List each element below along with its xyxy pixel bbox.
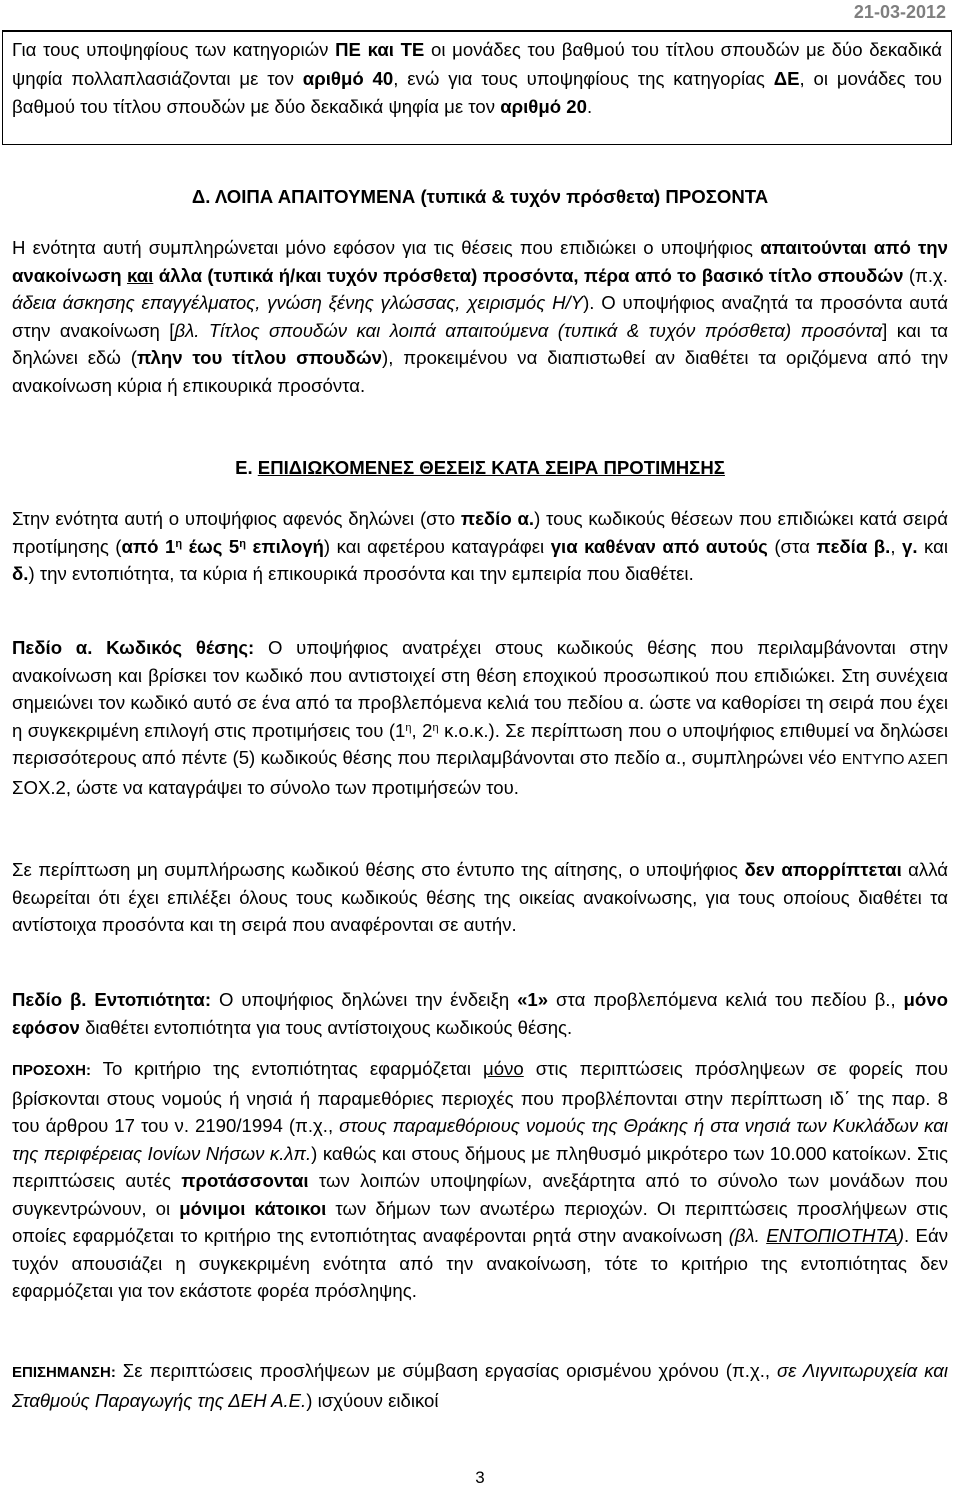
text: ), προκειμένου να διαπιστωθεί αν διαθέτει τα οριζόμενα από την ανακοίνωση κύρια ή επικουρικά προσόντα. bbox=[12, 347, 949, 396]
bold-text: πεδίο α. bbox=[460, 508, 535, 529]
field-b-label: Πεδίο β. Εντοπιότητα: bbox=[12, 989, 212, 1010]
underlined-text: και bbox=[126, 264, 154, 286]
text: ) καθώς και στους δήμους με πληθυσμό μικρότερο των 10.000 κατοίκων. Στις περιπτώσεις αυτές bbox=[12, 1142, 949, 1191]
underlined-italic-text: ΕΝΤΟΠΙΟΤΗΤΑ bbox=[766, 1225, 898, 1246]
header-date: 21-03-2012 bbox=[853, 2, 946, 22]
bold-text: «1» bbox=[517, 989, 549, 1010]
grade-multiplier-box bbox=[2, 30, 952, 145]
bold-text: μόνιμοι κάτοικοι bbox=[179, 1197, 327, 1219]
italic-text: άδεια άσκησης επαγγέλματος, γνώση ξένης γλώσσας, χειρισμός Η/Υ bbox=[12, 292, 584, 313]
text: διαθέτει εντοπιότητα για τους αντίστοιχους κωδικούς θέσης. bbox=[79, 1016, 573, 1038]
text: , 2 bbox=[411, 719, 433, 741]
text: ) τους κωδικούς θέσεων που επιδιώκει κατά σειρά προτίμησης ( bbox=[12, 508, 948, 557]
section-e-heading bbox=[0, 457, 960, 479]
superscript: η bbox=[432, 721, 439, 734]
italic-text: ) bbox=[897, 1225, 905, 1246]
text: ). Ο υποψήφιος αναζητά τα προσόντα αυτά στην ανακοίνωση [ bbox=[12, 292, 948, 341]
heading-subtext: (τυπικά & τυχόν πρόσθετα) bbox=[420, 186, 661, 207]
text: Ο υποψήφιος ανατρέχει στους κωδικούς θέσης που περιλαμβάνονται στην ανακοίνωση και βρίσκει τον κωδικό που αντιστοιχεί στη θέση εποχικού προσωπικού που επιδιώκει. Στη συνέχεια σημειώνει τον κωδικό αυτό σε ένα από τα προβλεπόμενα κελιά του πεδίου α. ώστε να καθορίσει τη σειρά που έχει η συγκεκριμένη επιλογή στις προτιμήσεις του (1 bbox=[12, 637, 949, 741]
bold-text: επιλογή bbox=[246, 535, 324, 557]
text: ) ισχύουν ειδικοί bbox=[306, 1389, 439, 1411]
text: Η ενότητα αυτή συμπληρώνεται μόνο εφόσον για τις θέσεις που επιδιώκει ο υποψήφιος bbox=[12, 237, 761, 258]
field-a-paragraph bbox=[12, 634, 948, 801]
text: των δήμων των ανωτέρω περιοχών. Οι περιπτώσεις προσλήψεων στις οποίες εφαρμόζεται το κριτήριο της εντοπιότητας αναφέρονται ρητά στην ανακοίνωση bbox=[12, 1197, 948, 1246]
bold-text: πεδία β. bbox=[816, 535, 891, 557]
section-d-body bbox=[12, 234, 948, 399]
note-paragraph bbox=[12, 1357, 948, 1414]
text: ) και αφετέρου καταγράφει bbox=[323, 535, 551, 557]
text: στα προβλεπόμενα κελιά του πεδίου β., bbox=[548, 989, 904, 1010]
bold-text: πλην του τίτλου σπουδών bbox=[136, 347, 383, 368]
bold-text: ΠΕ και ΤΕ bbox=[335, 39, 425, 60]
text: , οι μονάδες του βαθμού του τίτλου σπουδών με δύο δεκαδικά ψηφία με τον bbox=[12, 67, 943, 117]
text: , ενώ για τους υποψηφίους της κατηγορίας bbox=[393, 67, 774, 89]
text: στις περιπτώσεις πρόσληψεων σε φορείς που βρίσκονται στους νομούς ή νησιά ή παραμεθόριες περιοχές που προβλέπονται στην περίπτωση ιδ΄ της παρ. 8 του άρθρου 17 του ν. 2190/1994 (π.χ., bbox=[12, 1058, 949, 1136]
section-d-heading bbox=[0, 186, 960, 208]
bold-text: έως 5 bbox=[182, 535, 240, 557]
bold-text: από 1 bbox=[121, 535, 176, 557]
heading-text: ΠΡΟΣΟΝΤΑ bbox=[660, 186, 769, 207]
text: . Εάν τυχόν απουσιάζει η συγκεκριμένη ενότητα από την ανακοίνωση, τότε το κριτήριο της εντοπιότητας δεν εφαρμόζεται για τον εκάστοτε φορέα πρόσληψης. bbox=[12, 1225, 948, 1301]
text: (π.χ. bbox=[903, 264, 948, 286]
bold-text: μόνο εφόσον bbox=[12, 989, 948, 1038]
italic-text: σε Λιγνιτωρυχεία και Σταθμούς Παραγωγής της ΔΕΗ Α.Ε. bbox=[12, 1360, 948, 1411]
heading-letter: Ε. bbox=[235, 457, 258, 478]
superscript: η bbox=[175, 537, 183, 550]
bold-text: απαιτούνται από την ανακοίνωση bbox=[12, 237, 948, 286]
text: Σε περιπτώσεις προσλήψεων με σύμβαση εργασίας ορισμένου χρόνου (π.χ., bbox=[115, 1360, 777, 1381]
italic-text: (βλ. bbox=[728, 1225, 767, 1246]
heading-letter: Δ. bbox=[191, 186, 211, 207]
text: ] και τα δηλώνει εδώ ( bbox=[12, 319, 948, 368]
text: Στην ενότητα αυτή ο υποψήφιος αφενός δηλώνει (στο bbox=[12, 508, 461, 529]
text: , bbox=[890, 535, 902, 557]
bold-text: δ. bbox=[12, 563, 29, 584]
bold-text: άλλα (τυπικά ή/και τυχόν πρόσθετα) προσόντα, πέρα από το βασικό τίτλο σπουδών bbox=[153, 264, 904, 286]
text: Το κριτήριο της εντοπιότητας εφαρμόζεται bbox=[91, 1058, 484, 1079]
text: ΣΟΧ.2, ώστε να καταγράψει το σύνολο των προτιμήσεών του. bbox=[12, 776, 519, 798]
field-b-paragraph bbox=[12, 986, 948, 1041]
attention-paragraph bbox=[12, 1055, 948, 1305]
bold-text: γ. bbox=[902, 535, 918, 557]
bold-text: για καθέναν από αυτούς bbox=[550, 535, 768, 557]
text: αλλά θεωρείται ότι έχει επιλέξει όλους τους κωδικούς θέσης της οικείας ανακοίνωσης, για τους οποίους διαθέτει τα αντίστοιχα προσόντα και τη σειρά που αναφέρονται σε αυτήν. bbox=[12, 859, 948, 935]
italic-text: στους παραμεθόριους νομούς της Θράκης ή στα νησιά των Κυκλάδων και της περιφέρειας Ιονίων Νήσων κ.λπ. bbox=[12, 1115, 948, 1164]
text: (στα bbox=[767, 535, 817, 557]
bold-text: ΔΕ bbox=[773, 67, 800, 89]
bold-text: αριθμό 20 bbox=[500, 96, 587, 117]
small-caps-text: ΕΝΤΥΠΟ ΑΣΕΠ bbox=[841, 751, 948, 768]
bold-text: δεν απορρίπτεται bbox=[744, 859, 902, 880]
heading-text: ΕΠΙΔΙΩΚΟΜΕΝΕΣ ΘΕΣΕΙΣ ΚΑΤΑ ΣΕΙΡΑ ΠΡΟΤΙΜΗΣΗΣ bbox=[257, 457, 725, 478]
note-label: ΕΠΙΣΗΜΑΝΣΗ: bbox=[12, 1364, 116, 1381]
bold-text: προτάσσονται bbox=[181, 1170, 309, 1191]
page-number: 3 bbox=[475, 1468, 485, 1487]
text: . bbox=[586, 96, 593, 117]
text: Σε περίπτωση μη συμπλήρωσης κωδικού θέσης στο έντυπο της αίτησης, ο υποψήφιος bbox=[12, 859, 745, 880]
underlined-text: μόνο bbox=[483, 1058, 524, 1079]
text: ) την εντοπιότητα, τα κύρια ή επικουρικά προσόντα και την εμπειρία που διαθέτει. bbox=[28, 563, 694, 584]
field-a-note bbox=[12, 856, 948, 939]
text: των λοιπών υποψηφίων, ανεξάρτητα από το σύνολο των μονάδων που συγκεντρώνουν, οι bbox=[12, 1170, 948, 1219]
text: κ.ο.κ.). Σε περίπτωση που ο υποψήφιος επιθυμεί να δηλώσει περισσότερους από πέντε (5) κωδικούς θέσης που περιλαμβάνονται στο πεδίο α., συμπληρώνει νέο bbox=[12, 719, 948, 768]
field-a-label: Πεδίο α. Κωδικός θέσης: bbox=[12, 637, 255, 658]
superscript: η bbox=[405, 721, 412, 734]
text: Ο υποψήφιος δηλώνει την ένδειξη bbox=[211, 989, 518, 1010]
heading-text: ΛΟΙΠΑ ΑΠΑΙΤΟΥΜΕΝΑ bbox=[210, 186, 421, 207]
superscript: η bbox=[239, 537, 246, 550]
bold-text: αριθμό 40 bbox=[302, 67, 394, 89]
text: οι μονάδες του βαθμού του τίτλου σπουδών με δύο δεκαδικά ψηφία πολλαπλασιάζονται με τον bbox=[12, 39, 942, 89]
text: Για τους υποψηφίους των κατηγοριών bbox=[12, 39, 336, 60]
italic-text: βλ. Τίτλος σπουδών και λοιπά απαιτούμενα (τυπικά & τυχόν πρόσθετα) προσόντα bbox=[174, 319, 883, 341]
section-e-body bbox=[12, 505, 948, 588]
attention-label: ΠΡΟΣΟΧΗ: bbox=[12, 1062, 92, 1079]
text: και bbox=[917, 535, 948, 557]
